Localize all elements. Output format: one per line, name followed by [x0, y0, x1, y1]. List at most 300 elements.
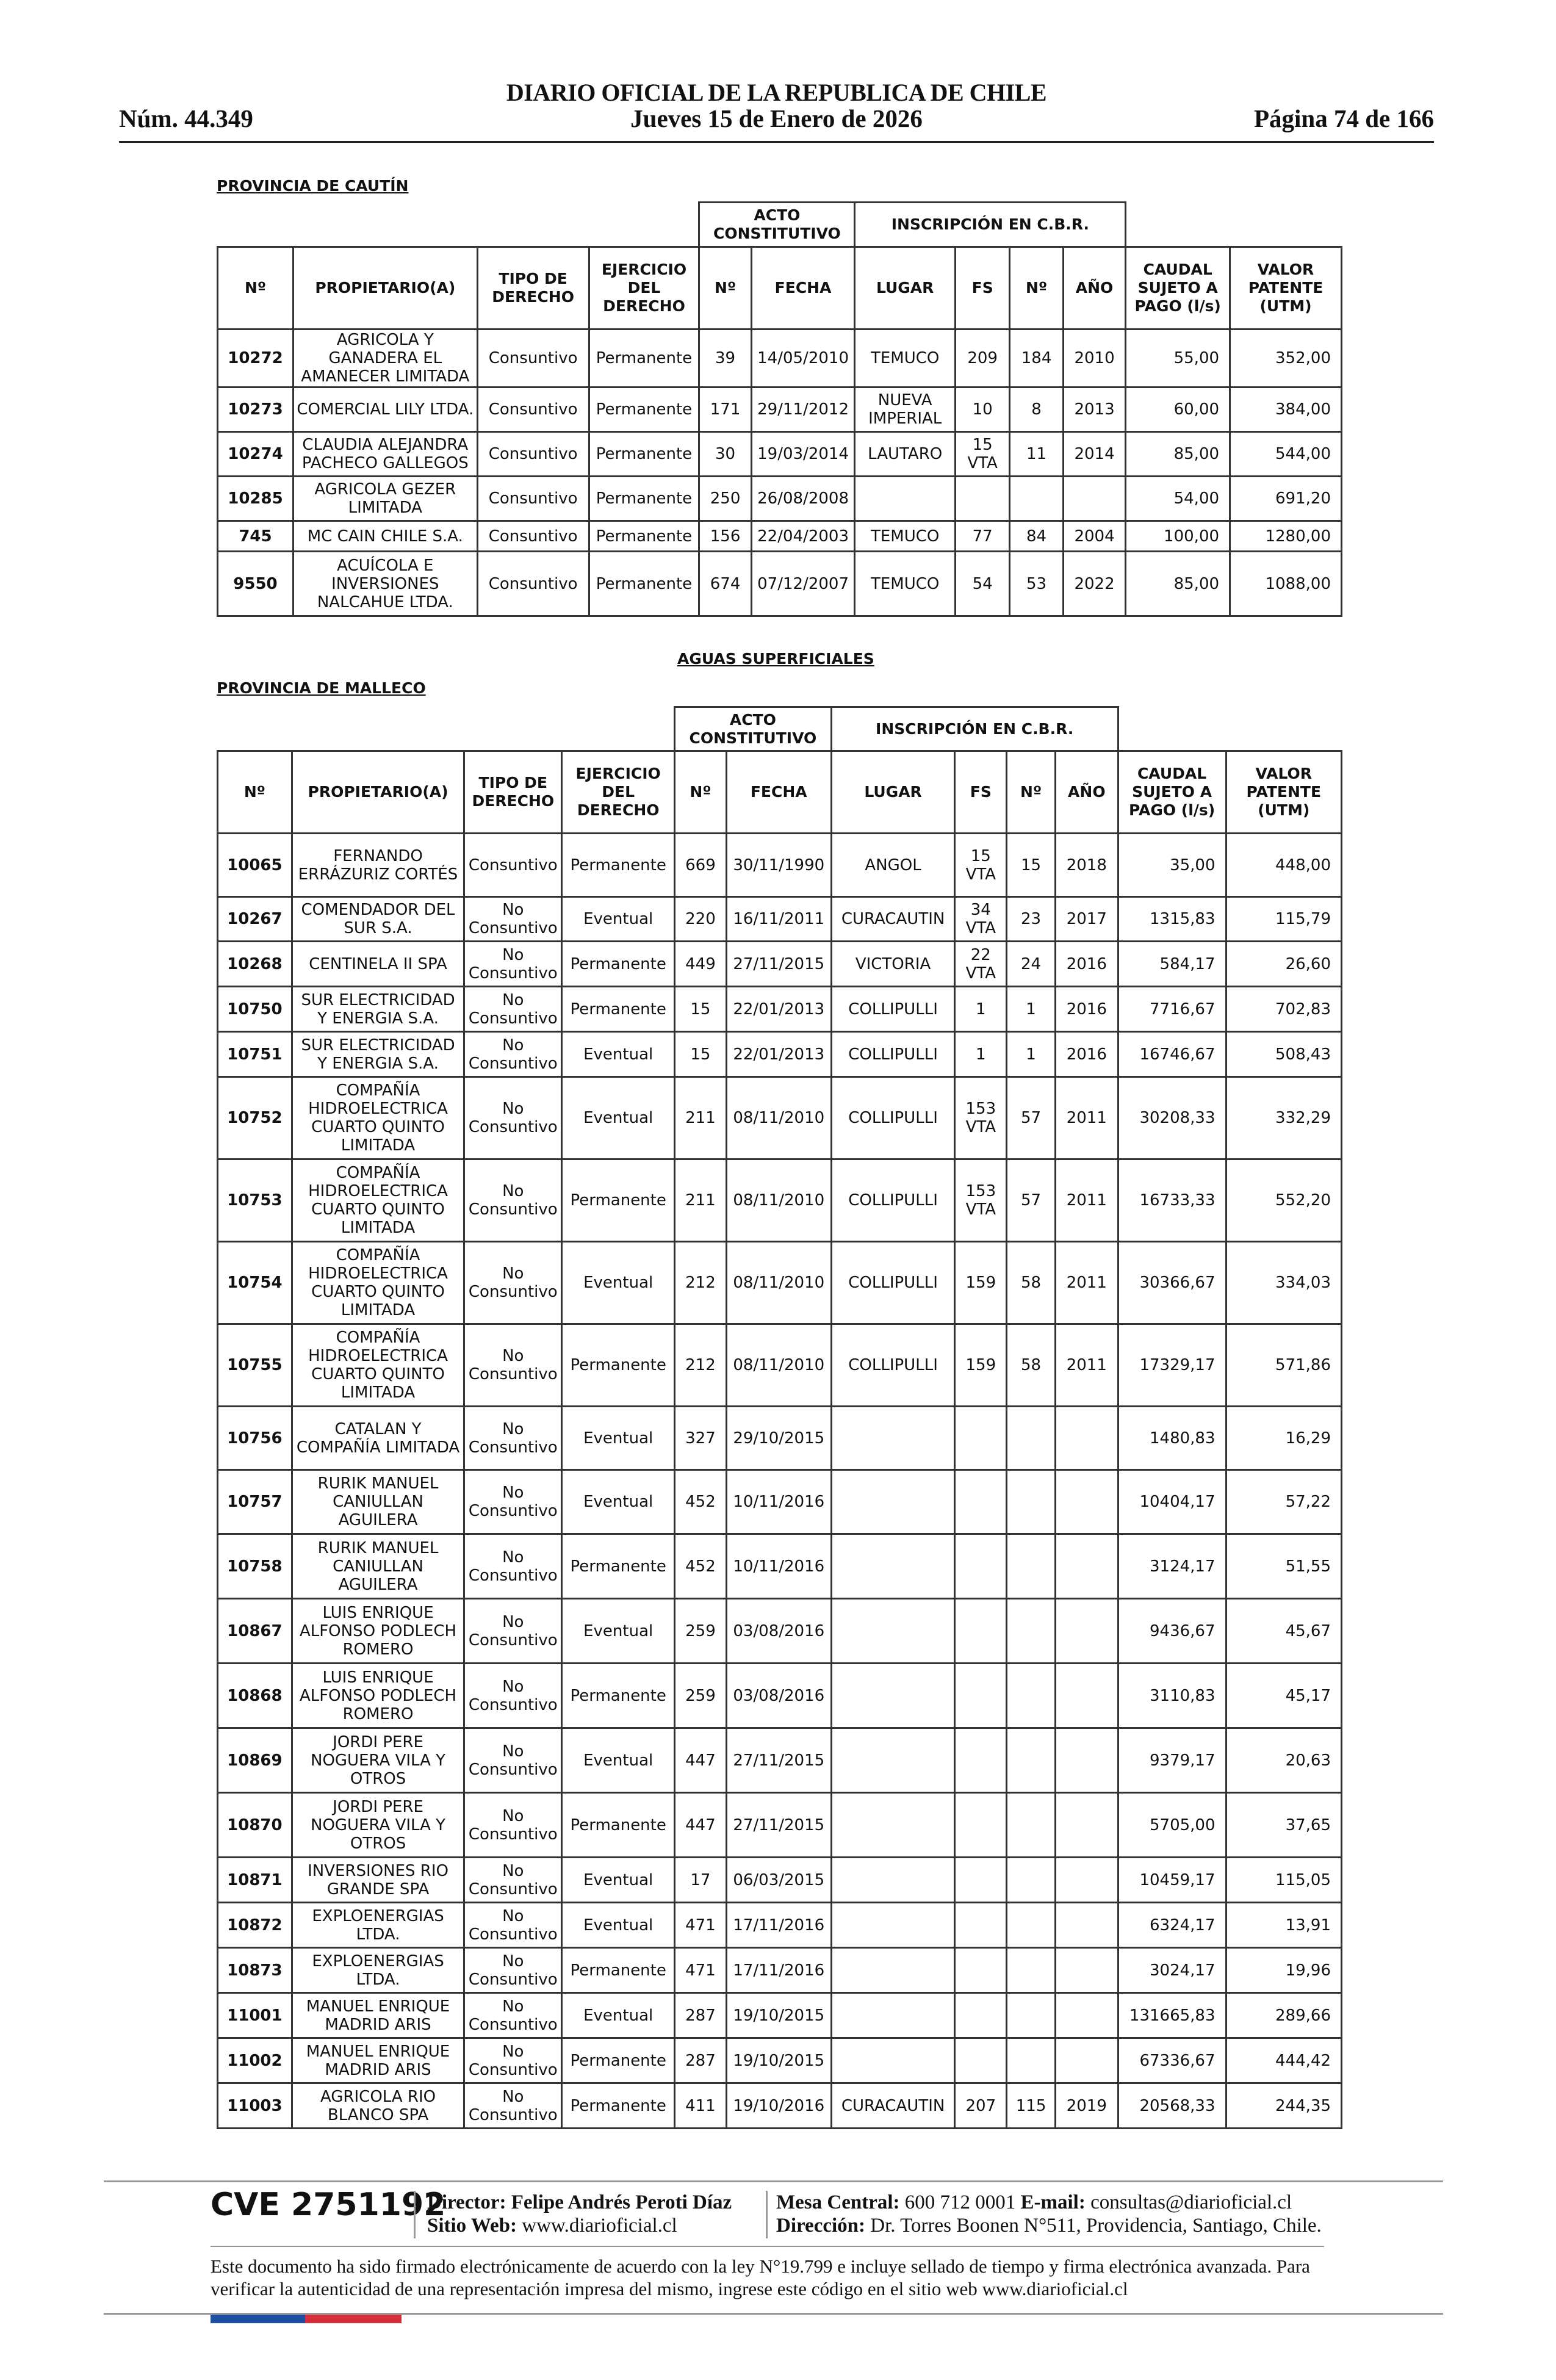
table-cell: 27/11/2015 — [726, 1728, 831, 1793]
table-cell: Consuntivo — [477, 330, 589, 388]
table-row — [218, 1324, 1342, 1407]
table-cell: 159 — [955, 1242, 1007, 1324]
table-cell: 115,05 — [1226, 1858, 1341, 1903]
table-row — [218, 1728, 1342, 1793]
table-cell — [955, 1728, 1007, 1793]
table-row — [218, 388, 1342, 432]
table-cell: COMENDADOR DEL SUR S.A. — [292, 897, 464, 942]
table-cell: 45,67 — [1226, 1599, 1341, 1664]
table-cell: 352,00 — [1230, 330, 1342, 388]
table-cell: LUIS ENRIQUE ALFONSO PODLECH ROMERO — [292, 1599, 464, 1664]
table-cell: 449 — [675, 942, 727, 987]
table-cell — [1007, 1599, 1056, 1664]
col-header: Nº — [218, 751, 292, 834]
director-label: Director: — [427, 2191, 506, 2213]
table-row — [218, 330, 1342, 388]
table-cell: 10872 — [218, 1903, 292, 1948]
table-cell: Eventual — [562, 1993, 675, 2038]
col-header: FS — [955, 751, 1007, 834]
table-cell: 10756 — [218, 1407, 292, 1470]
table-cell — [1007, 1903, 1056, 1948]
table-row — [218, 1159, 1342, 1242]
table-cell: 10268 — [218, 942, 292, 987]
flag-stripe-blue — [211, 2315, 305, 2323]
table-cell — [1055, 1534, 1118, 1599]
table-cell — [955, 1534, 1007, 1599]
table-cell: 53 — [1010, 552, 1063, 616]
table-cell: FERNANDO ERRÁZURIZ CORTÉS — [292, 834, 464, 897]
table-cell: 22 VTA — [955, 942, 1007, 987]
table-cell: LUIS ENRIQUE ALFONSO PODLECH ROMERO — [292, 1664, 464, 1728]
table-row — [218, 1242, 1342, 1324]
table-cell: 17 — [675, 1858, 727, 1903]
table-cell: Consuntivo — [477, 432, 589, 477]
table-cell — [831, 1599, 955, 1664]
table-cell: 2017 — [1055, 897, 1118, 942]
table-cell: 30/11/1990 — [726, 834, 831, 897]
table-cell: Permanente — [589, 521, 699, 552]
table-cell — [1007, 1664, 1056, 1728]
table-cell: No Consuntivo — [464, 1993, 562, 2038]
table-cell: No Consuntivo — [464, 1242, 562, 1324]
table-cell: 11001 — [218, 1993, 292, 2038]
table-cell: 27/11/2015 — [726, 942, 831, 987]
table-cell: 30208,33 — [1118, 1077, 1226, 1159]
table-cell — [955, 2038, 1007, 2083]
table-cell: 60,00 — [1126, 388, 1230, 432]
table-cell — [831, 1470, 955, 1534]
table-cell: 2022 — [1063, 552, 1126, 616]
table-cell: Permanente — [562, 1159, 675, 1242]
col-header: Nº — [1010, 247, 1063, 330]
table-cell: 10065 — [218, 834, 292, 897]
table-cell — [1055, 1793, 1118, 1858]
web-link[interactable]: www.diarioficial.cl — [522, 2215, 677, 2237]
table-cell: COLLIPULLI — [831, 1324, 955, 1407]
col-header: EJERCICIO DEL DERECHO — [589, 247, 699, 330]
table-cell: 19/10/2016 — [726, 2083, 831, 2129]
table-cell: COLLIPULLI — [831, 1242, 955, 1324]
table-cell — [1007, 1728, 1056, 1793]
table-cell: 250 — [699, 477, 751, 521]
table-row — [218, 834, 1342, 897]
table-row — [218, 1903, 1342, 1948]
table-cell: 29/10/2015 — [726, 1407, 831, 1470]
table-cell: JORDI PERE NOGUERA VILA Y OTROS — [292, 1728, 464, 1793]
table-cell: 9436,67 — [1118, 1599, 1226, 1664]
table-cell: Permanente — [589, 552, 699, 616]
table-cell: 22/04/2003 — [751, 521, 855, 552]
table-cell: 10757 — [218, 1470, 292, 1534]
table-cell: 16733,33 — [1118, 1159, 1226, 1242]
table-cell: 10867 — [218, 1599, 292, 1664]
table-cell: 3110,83 — [1118, 1664, 1226, 1728]
table-cell: Eventual — [562, 1407, 675, 1470]
table-cell: 471 — [675, 1948, 727, 1993]
table-cell: 544,00 — [1230, 432, 1342, 477]
table-cell: TEMUCO — [855, 521, 956, 552]
table-cell: 11 — [1010, 432, 1063, 477]
table-cell — [831, 1948, 955, 1993]
issue-number: Núm. 44.349 — [119, 104, 253, 132]
table-cell: 55,00 — [1126, 330, 1230, 388]
col-header: Nº — [1007, 751, 1056, 834]
page-header — [119, 78, 1434, 139]
table-cell: 11002 — [218, 2038, 292, 2083]
table-cell: 08/11/2010 — [726, 1242, 831, 1324]
table-cell: No Consuntivo — [464, 1664, 562, 1728]
table-cell: 20568,33 — [1118, 2083, 1226, 2129]
table-cell: 2011 — [1055, 1159, 1118, 1242]
table-cell: 10752 — [218, 1077, 292, 1159]
table-cell: 384,00 — [1230, 388, 1342, 432]
email-link[interactable]: consultas@diarioficial.cl — [1090, 2191, 1292, 2213]
table-cell: 745 — [218, 521, 294, 552]
table-header-row — [218, 751, 1342, 834]
signature-note: Este documento ha sido firmado electrónicamente de acuerdo con la ley N°19.799 e incluye sellado de tiempo y firma electrónica avanzada. Para verificar la autenticidad de una representación impresa del mismo, ingrese este código en el sitio web www.diarioficial.cl — [211, 2256, 1310, 2299]
col-header: TIPO DE DERECHO — [464, 751, 562, 834]
table-cell: INVERSIONES RIO GRANDE SPA — [292, 1858, 464, 1903]
table-cell: 552,20 — [1226, 1159, 1341, 1242]
table-cell: No Consuntivo — [464, 1470, 562, 1534]
table-cell: No Consuntivo — [464, 1948, 562, 1993]
table-cell: 58 — [1007, 1242, 1056, 1324]
table-cell: 691,20 — [1230, 477, 1342, 521]
col-header: FECHA — [726, 751, 831, 834]
table-cell: 327 — [675, 1407, 727, 1470]
table-cell: TEMUCO — [855, 330, 956, 388]
table-cell: CENTINELA II SPA — [292, 942, 464, 987]
table-cell — [955, 1993, 1007, 2038]
table-cell: No Consuntivo — [464, 1077, 562, 1159]
table-cell — [955, 1599, 1007, 1664]
table-cell: JORDI PERE NOGUERA VILA Y OTROS — [292, 1793, 464, 1858]
table-cell: 2019 — [1055, 2083, 1118, 2129]
table-cell: 26/08/2008 — [751, 477, 855, 521]
mesa-label: Mesa Central: — [776, 2191, 900, 2213]
table-cell: 10459,17 — [1118, 1858, 1226, 1903]
col-header: PROPIETARIO(A) — [293, 247, 477, 330]
col-header: LUGAR — [831, 751, 955, 834]
table-cell: 08/11/2010 — [726, 1324, 831, 1407]
table-cell: 77 — [955, 521, 1009, 552]
table-cell: 1 — [955, 987, 1007, 1032]
table-cell: 100,00 — [1126, 521, 1230, 552]
table-cell: 1 — [1007, 1032, 1056, 1077]
table-cell: 24 — [1007, 942, 1056, 987]
table-cell: 19/03/2014 — [751, 432, 855, 477]
table-cell: 15 VTA — [955, 834, 1007, 897]
table-cell: Permanente — [589, 388, 699, 432]
table-cell: Permanente — [562, 2038, 675, 2083]
table-cell: 211 — [675, 1159, 727, 1242]
table-cell: 35,00 — [1118, 834, 1226, 897]
table-cell: 57,22 — [1226, 1470, 1341, 1534]
table-cell — [831, 1858, 955, 1903]
table-row — [218, 1793, 1342, 1858]
header-divider — [119, 141, 1434, 143]
table-cell — [1055, 2038, 1118, 2083]
group-header-inscripcion: INSCRIPCIÓN EN C.B.R. — [855, 203, 1126, 247]
table-cell: 2016 — [1055, 1032, 1118, 1077]
table-cell: 184 — [1010, 330, 1063, 388]
table-cell: 669 — [675, 834, 727, 897]
table-cell: 259 — [675, 1664, 727, 1728]
table-cell — [955, 1948, 1007, 1993]
table-cell: 1088,00 — [1230, 552, 1342, 616]
table-cell: 2016 — [1055, 987, 1118, 1032]
table-cell: 115,79 — [1226, 897, 1341, 942]
table-cell — [1007, 1534, 1056, 1599]
table-cell: 452 — [675, 1534, 727, 1599]
table-cell: 54 — [955, 552, 1009, 616]
table-cell: 508,43 — [1226, 1032, 1341, 1077]
table-row — [218, 1470, 1342, 1534]
table-cell: COLLIPULLI — [831, 1159, 955, 1242]
table-cell — [1007, 1993, 1056, 2038]
table-cell: No Consuntivo — [464, 1407, 562, 1470]
table-cell: 19/10/2015 — [726, 1993, 831, 2038]
table-cautin — [217, 201, 1342, 617]
table-cell: 209 — [955, 330, 1009, 388]
table-cell: 30 — [699, 432, 751, 477]
table-cell: 207 — [955, 2083, 1007, 2129]
table-cell: RURIK MANUEL CANIULLAN AGUILERA — [292, 1534, 464, 1599]
col-header: CAUDAL SUJETO A PAGO (l/s) — [1126, 247, 1230, 330]
table-cell — [831, 1534, 955, 1599]
table-cell: Eventual — [562, 897, 675, 942]
table-cell: MANUEL ENRIQUE MADRID ARIS — [292, 2038, 464, 2083]
col-header: PROPIETARIO(A) — [292, 751, 464, 834]
col-header: TIPO DE DERECHO — [477, 247, 589, 330]
table-cell — [1007, 1793, 1056, 1858]
table-row — [218, 521, 1342, 552]
table-cell: 156 — [699, 521, 751, 552]
table-cell: 08/11/2010 — [726, 1077, 831, 1159]
table-cell: AGRICOLA RIO BLANCO SPA — [292, 2083, 464, 2129]
table-cell: 2010 — [1063, 330, 1126, 388]
table-cell: 15 VTA — [955, 432, 1009, 477]
table-cell: 10274 — [218, 432, 294, 477]
table-cell — [955, 1664, 1007, 1728]
group-header-acto: ACTO CONSTITUTIVO — [699, 203, 855, 247]
issue-date: Jueves 15 de Enero de 2026 — [630, 104, 923, 132]
table-cell — [955, 477, 1009, 521]
table-cell: 15 — [675, 987, 727, 1032]
table-cell — [1055, 1993, 1118, 2038]
table-cell: CATALAN Y COMPAÑÍA LIMITADA — [292, 1407, 464, 1470]
table-row — [218, 1032, 1342, 1077]
contact-info — [776, 2191, 1322, 2237]
col-header: VALOR PATENTE (UTM) — [1230, 247, 1342, 330]
table-cell: CLAUDIA ALEJANDRA PACHECO GALLEGOS — [293, 432, 477, 477]
table-cell: 289,66 — [1226, 1993, 1341, 2038]
page-number: Página 74 de 166 — [1254, 104, 1434, 132]
table-cell: 45,17 — [1226, 1664, 1341, 1728]
table-cell: 84 — [1010, 521, 1063, 552]
table-cell: ACUÍCOLA E INVERSIONES NALCAHUE LTDA. — [293, 552, 477, 616]
table-cell: Consuntivo — [477, 388, 589, 432]
col-header: VALOR PATENTE (UTM) — [1226, 751, 1341, 834]
table-cell: 244,35 — [1226, 2083, 1341, 2129]
table-cell: No Consuntivo — [464, 1728, 562, 1793]
table-cell — [831, 1793, 955, 1858]
table-cell: Consuntivo — [477, 552, 589, 616]
director-info — [427, 2191, 732, 2237]
table-cell: 702,83 — [1226, 987, 1341, 1032]
table-cell: 448,00 — [1226, 834, 1341, 897]
table-cell: 584,17 — [1118, 942, 1226, 987]
table-cell: Eventual — [562, 1032, 675, 1077]
table-cell: 30366,67 — [1118, 1242, 1226, 1324]
table-cell: 57 — [1007, 1159, 1056, 1242]
table-cell — [831, 1993, 955, 2038]
table-cell: 51,55 — [1226, 1534, 1341, 1599]
table-cell: Consuntivo — [464, 834, 562, 897]
table-cell: 1280,00 — [1230, 521, 1342, 552]
table-cell: 2016 — [1055, 942, 1118, 987]
table-cell: 447 — [675, 1793, 727, 1858]
table-cell: 57 — [1007, 1077, 1056, 1159]
table-cell: Permanente — [562, 942, 675, 987]
col-header: EJERCICIO DEL DERECHO — [562, 751, 675, 834]
table-cell: No Consuntivo — [464, 1599, 562, 1664]
table-cell: 10755 — [218, 1324, 292, 1407]
table-cell: 22/01/2013 — [726, 1032, 831, 1077]
table-cell: 10751 — [218, 1032, 292, 1077]
table-cell: COMPAÑÍA HIDROELECTRICA CUARTO QUINTO LIMITADA — [292, 1077, 464, 1159]
table-cell: 1315,83 — [1118, 897, 1226, 942]
table-row — [218, 1077, 1342, 1159]
table-cell: 3124,17 — [1118, 1534, 1226, 1599]
table-cell: NUEVA IMPERIAL — [855, 388, 956, 432]
table-cell: 19,96 — [1226, 1948, 1341, 1993]
table-cell: 411 — [675, 2083, 727, 2129]
table-cell: Eventual — [562, 1470, 675, 1534]
table-cell: LAUTARO — [855, 432, 956, 477]
col-header: LUGAR — [855, 247, 956, 330]
table-cell: 10870 — [218, 1793, 292, 1858]
table-cell: 259 — [675, 1599, 727, 1664]
table-cell — [1063, 477, 1126, 521]
table-cell: 54,00 — [1126, 477, 1230, 521]
table-cell: COLLIPULLI — [831, 987, 955, 1032]
table-cell — [855, 477, 956, 521]
publication-title: DIARIO OFICIAL DE LA REPUBLICA DE CHILE — [506, 79, 1047, 106]
table-cell: SUR ELECTRICIDAD Y ENERGIA S.A. — [292, 1032, 464, 1077]
table-cell: EXPLOENERGIAS LTDA. — [292, 1903, 464, 1948]
table-cell: 37,65 — [1226, 1793, 1341, 1858]
table-cell: MC CAIN CHILE S.A. — [293, 521, 477, 552]
table-cell: 10273 — [218, 388, 294, 432]
table-cell: No Consuntivo — [464, 1032, 562, 1077]
col-header: FS — [955, 247, 1009, 330]
table-row — [218, 987, 1342, 1032]
table-cell: 15 — [675, 1032, 727, 1077]
table-cell: 115 — [1007, 2083, 1056, 2129]
table-cell: 10873 — [218, 1948, 292, 1993]
table-cell: No Consuntivo — [464, 1159, 562, 1242]
table-cell: 58 — [1007, 1324, 1056, 1407]
table-row — [218, 432, 1342, 477]
group-header-acto: ACTO CONSTITUTIVO — [675, 707, 832, 751]
table-cell — [1055, 1858, 1118, 1903]
table-cell: No Consuntivo — [464, 2083, 562, 2129]
table-cell: VICTORIA — [831, 942, 955, 987]
table-cell: 67336,67 — [1118, 2038, 1226, 2083]
table-cell: 10404,17 — [1118, 1470, 1226, 1534]
table-cell: 34 VTA — [955, 897, 1007, 942]
table-cell: 8 — [1010, 388, 1063, 432]
table-cell: 1 — [1007, 987, 1056, 1032]
table-cell: 1480,83 — [1118, 1407, 1226, 1470]
table-cell: 10758 — [218, 1534, 292, 1599]
table-cell — [1007, 2038, 1056, 2083]
table-cell — [955, 1407, 1007, 1470]
table-row — [218, 897, 1342, 942]
table-cell: 332,29 — [1226, 1077, 1341, 1159]
table-cell: 85,00 — [1126, 432, 1230, 477]
table-cell — [1010, 477, 1063, 521]
table-cell: No Consuntivo — [464, 1534, 562, 1599]
email-label: E-mail: — [1020, 2191, 1086, 2213]
table-cell: 85,00 — [1126, 552, 1230, 616]
table-cell: No Consuntivo — [464, 987, 562, 1032]
table-cell: Eventual — [562, 1858, 675, 1903]
table-cell: 153 VTA — [955, 1077, 1007, 1159]
table-cell: 10 — [955, 388, 1009, 432]
table-cell: 17/11/2016 — [726, 1948, 831, 1993]
table-header-row — [218, 247, 1342, 330]
table-cell: 39 — [699, 330, 751, 388]
table-cell: 10871 — [218, 1858, 292, 1903]
table-cell: 452 — [675, 1470, 727, 1534]
table-cell — [831, 1728, 955, 1793]
section-title-cautin: PROVINCIA DE CAUTÍN — [217, 177, 409, 195]
col-header: CAUDAL SUJETO A PAGO (l/s) — [1118, 751, 1226, 834]
col-header: Nº — [218, 247, 294, 330]
group-header-inscripcion: INSCRIPCIÓN EN C.B.R. — [831, 707, 1118, 751]
direccion-label: Dirección: — [776, 2215, 866, 2237]
table-row — [218, 2083, 1342, 2129]
table-cell: 27/11/2015 — [726, 1793, 831, 1858]
table-cell: 10750 — [218, 987, 292, 1032]
table-cell: 2014 — [1063, 432, 1126, 477]
table-cell — [1055, 1948, 1118, 1993]
table-cell: Eventual — [562, 1903, 675, 1948]
table-cell: Permanente — [589, 432, 699, 477]
flag-stripe-red — [305, 2315, 402, 2323]
table-cell: Permanente — [562, 987, 675, 1032]
table-cell: 03/08/2016 — [726, 1599, 831, 1664]
table-cell: Permanente — [562, 1793, 675, 1858]
table-cell — [1007, 1858, 1056, 1903]
table-cell — [955, 1903, 1007, 1948]
table-cell: 287 — [675, 1993, 727, 2038]
col-header: Nº — [675, 751, 727, 834]
table-cell: 29/11/2012 — [751, 388, 855, 432]
table-cell: 10272 — [218, 330, 294, 388]
table-cell — [1055, 1903, 1118, 1948]
table-cell: 10/11/2016 — [726, 1470, 831, 1534]
table-cell: 08/11/2010 — [726, 1159, 831, 1242]
table-cell — [1055, 1728, 1118, 1793]
footer-divider — [211, 2246, 1324, 2247]
table-cell: 2011 — [1055, 1242, 1118, 1324]
table-cell: 10754 — [218, 1242, 292, 1324]
table-cell — [1007, 1470, 1056, 1534]
table-cell: 444,42 — [1226, 2038, 1341, 2083]
